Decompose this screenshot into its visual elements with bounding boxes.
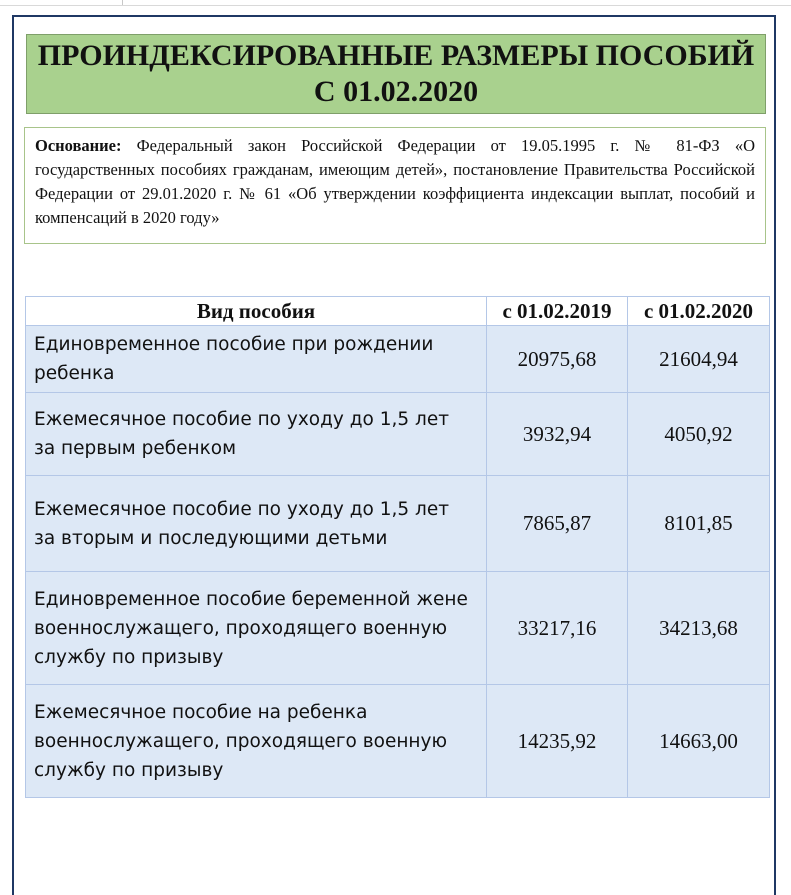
value-2019: 20975,68: [487, 326, 628, 393]
value-2019: 7865,87: [487, 476, 628, 572]
benefit-name: Ежемесячное пособие по уходу до 1,5 лет за первым ребенком: [26, 393, 487, 476]
value-2020: 21604,94: [628, 326, 770, 393]
value-2020: 4050,92: [628, 393, 770, 476]
value-2020: 8101,85: [628, 476, 770, 572]
table-row: [26, 326, 770, 393]
benefit-name: Единовременное пособие беременной жене военнослужащего, проходящего военную службу по призыву: [26, 572, 487, 685]
benefit-name: Ежемесячное пособие на ребенка военнослужащего, проходящего военную службу по призыву: [26, 685, 487, 798]
basis-label: Основание:: [35, 136, 122, 155]
value-2019: 33217,16: [487, 572, 628, 685]
table-row: [26, 572, 770, 685]
value-2020: 34213,68: [628, 572, 770, 685]
title-line-2: С 01.02.2020: [313, 75, 479, 108]
ruler-tick: [122, 0, 123, 5]
benefits-table: [25, 296, 770, 798]
basis-note: [24, 127, 766, 244]
basis-text: Федеральный закон Российской Федерации от 19.05.1995 г. № 81-ФЗ «О государственных пособиях гражданам, имеющим детей», постановление Правительства Российской Федерации от 29.01.2020 г. № 61 «Об утверждении коэффициента индексации выплат, пособий и компенсаций в 2020 году»: [35, 136, 755, 227]
header-2019: с 01.02.2019: [487, 297, 628, 326]
table-header-row: [26, 297, 770, 326]
benefit-name: Ежемесячное пособие по уходу до 1,5 лет за вторым и последующими детьми: [26, 476, 487, 572]
benefit-name: Единовременное пособие при рождении ребенка: [26, 326, 487, 393]
value-2020: 14663,00: [628, 685, 770, 798]
page-title: [26, 34, 766, 114]
top-strip: [0, 0, 791, 6]
value-2019: 14235,92: [487, 685, 628, 798]
value-2019: 3932,94: [487, 393, 628, 476]
table-row: [26, 476, 770, 572]
table-row: [26, 685, 770, 798]
table-row: [26, 393, 770, 476]
header-benefit-type: Вид пособия: [26, 297, 487, 326]
title-line-1: ПРОИНДЕКСИРОВАННЫЕ РАЗМЕРЫ ПОСОБИЙ: [37, 39, 755, 72]
header-2020: с 01.02.2020: [628, 297, 770, 326]
